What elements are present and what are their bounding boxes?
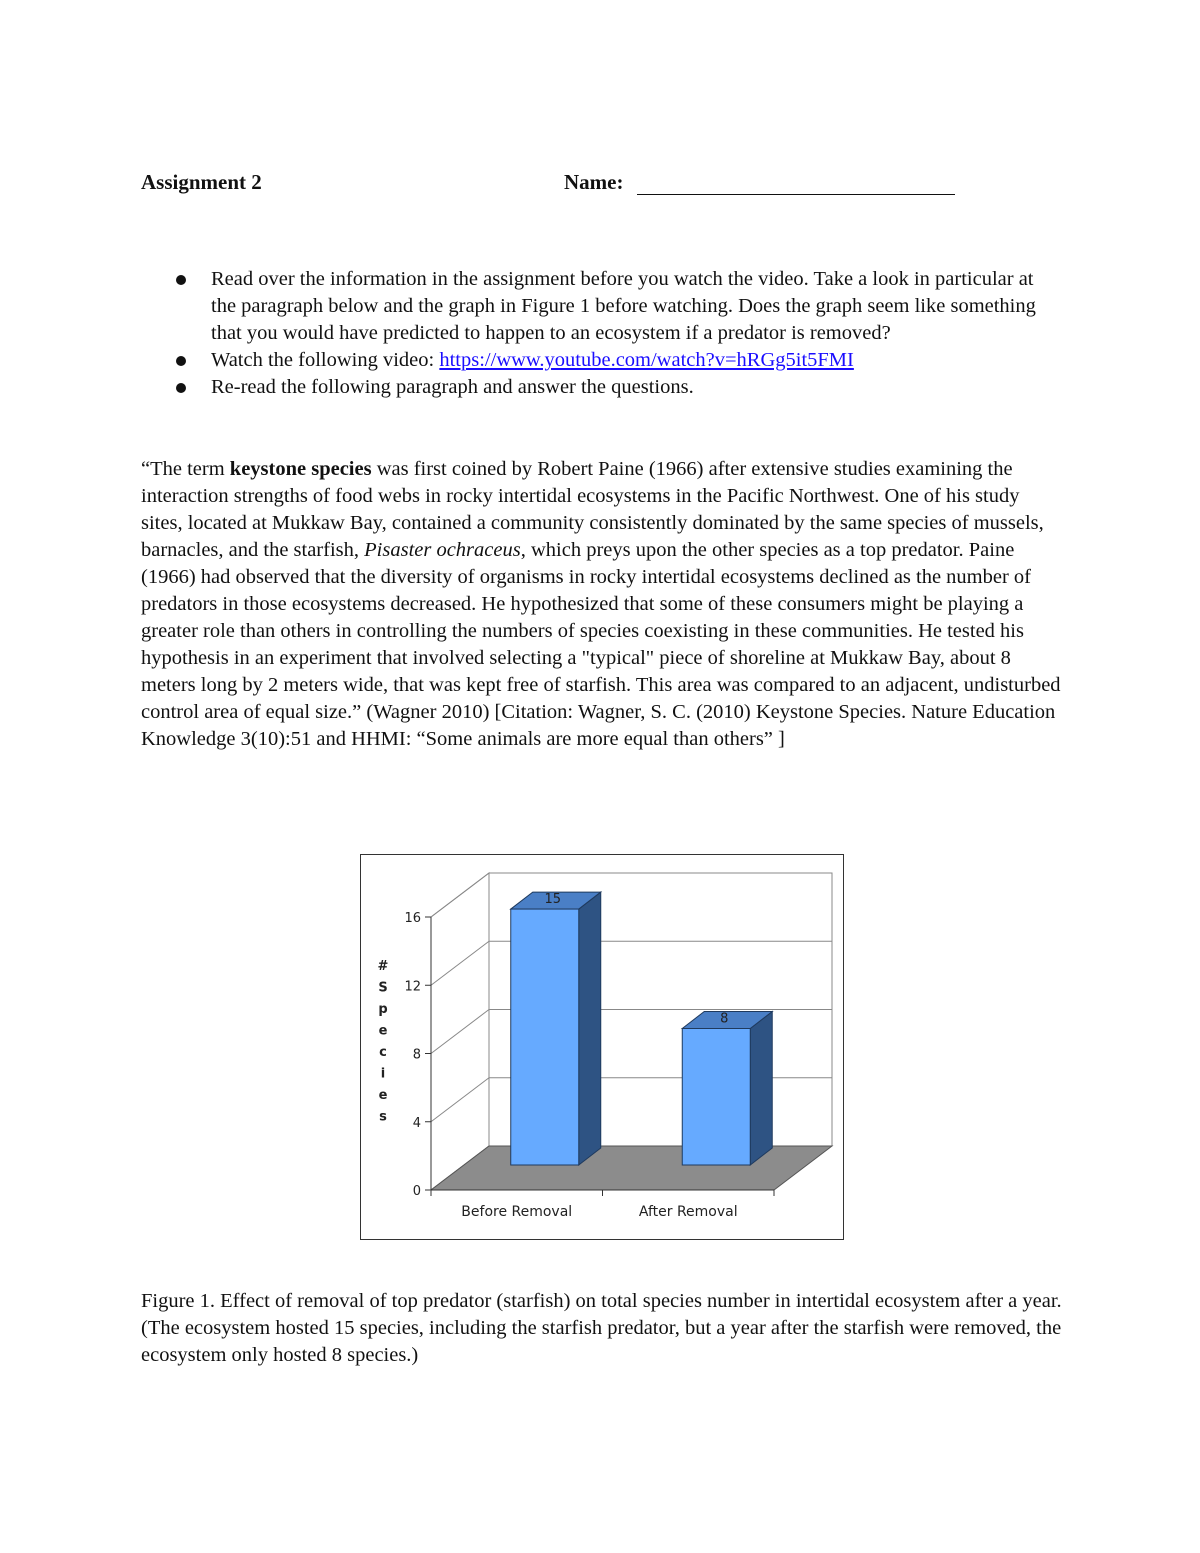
assignment-title: Assignment 2 (141, 170, 262, 194)
quote-text-2: was first coined by Robert Paine (1966) after extensive studies examining the interaction strengths of food webs in rocky intertidal ecosystems in the Pacific Northwest. One of his study sites, located at Mukkaw Bay, contained a community consistently dominated by the same species of mussels, barnacles, and the starfish, (141, 458, 1044, 561)
data-label: 8 (720, 1011, 729, 1027)
list-item (141, 374, 1061, 401)
name-blank-line[interactable] (637, 194, 955, 195)
instruction-list (141, 266, 1061, 401)
y-axis-label-char: p (378, 1002, 388, 1017)
bullet-icon (176, 356, 186, 366)
name-label: Name: (564, 170, 624, 194)
quoted-paragraph (141, 456, 1066, 753)
y-axis-label-char: i (380, 1066, 386, 1082)
figure-caption: Figure 1. Effect of removal of top predator (starfish) on total species number in intertidal ecosystem after a year. (The ecosystem hosted 15 species, including the starfish predator, but a year after the starfish were removed, the ecosystem only hosted 8 species.) (141, 1290, 1062, 1366)
y-axis-label-char: # (377, 959, 389, 974)
quote-keystone-term: keystone species (229, 458, 372, 480)
assignment-header (141, 170, 1041, 200)
y-axis-label-char: e (378, 1023, 388, 1039)
bar (511, 909, 579, 1165)
y-tick-label: 12 (404, 979, 421, 995)
quote-species-name: Pisaster ochraceus (364, 539, 521, 561)
bar-side (750, 1012, 772, 1166)
figure-1-chart (360, 854, 844, 1240)
quote-text-3: , which preys upon the other species as a top predator. Paine (1966) had observed that the diversity of organisms in rocky intertidal ecosystems declined as the number of predators in those ecosystems decreased. He hypothesized that some of these consumers might be playing a greater role than others in controlling the numbers of species coexisting in these communities. He tested his hypothesis in an experiment that involved selecting a "typical" piece of shoreline at Mukkaw Bay, about 8 meters long by 2 meters wide, that was kept free of starfish. This area was compared to an adjacent, undisturbed control area of equal size.” (Wagner 2010) [Citation: Wagner, S. C. (2010) Keystone Species. Nature Education Knowledge 3(10):51 and HHMI: “Some animals are more equal than others” ] (141, 539, 1061, 750)
instruction-reread: Re-read the following paragraph and answer the questions. (211, 376, 694, 398)
y-tick-label: 0 (412, 1184, 421, 1199)
bar-side (579, 892, 601, 1165)
y-tick-label: 16 (404, 911, 421, 926)
x-category-label: After Removal (638, 1204, 738, 1220)
y-tick-label: 4 (412, 1115, 421, 1131)
y-axis-label-char: e (378, 1088, 388, 1103)
bullet-icon (176, 383, 186, 393)
list-item (141, 347, 1061, 374)
species-bar-chart (361, 855, 843, 1239)
video-link[interactable]: https://www.youtube.com/watch?v=hRGg5it5FMI (439, 349, 854, 371)
data-label: 15 (544, 892, 562, 908)
list-item (141, 266, 1061, 347)
chart-floor (431, 1146, 832, 1190)
bullet-icon (176, 275, 186, 285)
instruction-read: Read over the information in the assignment before you watch the video. Take a look in particular at the paragraph below and the graph in Figure 1 before watching. Does the graph seem like something that you would have predicted to happen to an ecosystem if a predator is removed? (211, 268, 1036, 344)
y-axis-label-char: s (379, 1109, 387, 1125)
x-category-label: Before Removal (461, 1204, 573, 1220)
quote-text-1: “The term (141, 458, 230, 480)
y-tick-label: 8 (412, 1047, 421, 1063)
y-axis-label-char: c (379, 1045, 387, 1060)
bar (682, 1029, 750, 1166)
y-axis-label-char: S (378, 980, 388, 996)
instruction-watch: Watch the following video: (211, 349, 440, 371)
